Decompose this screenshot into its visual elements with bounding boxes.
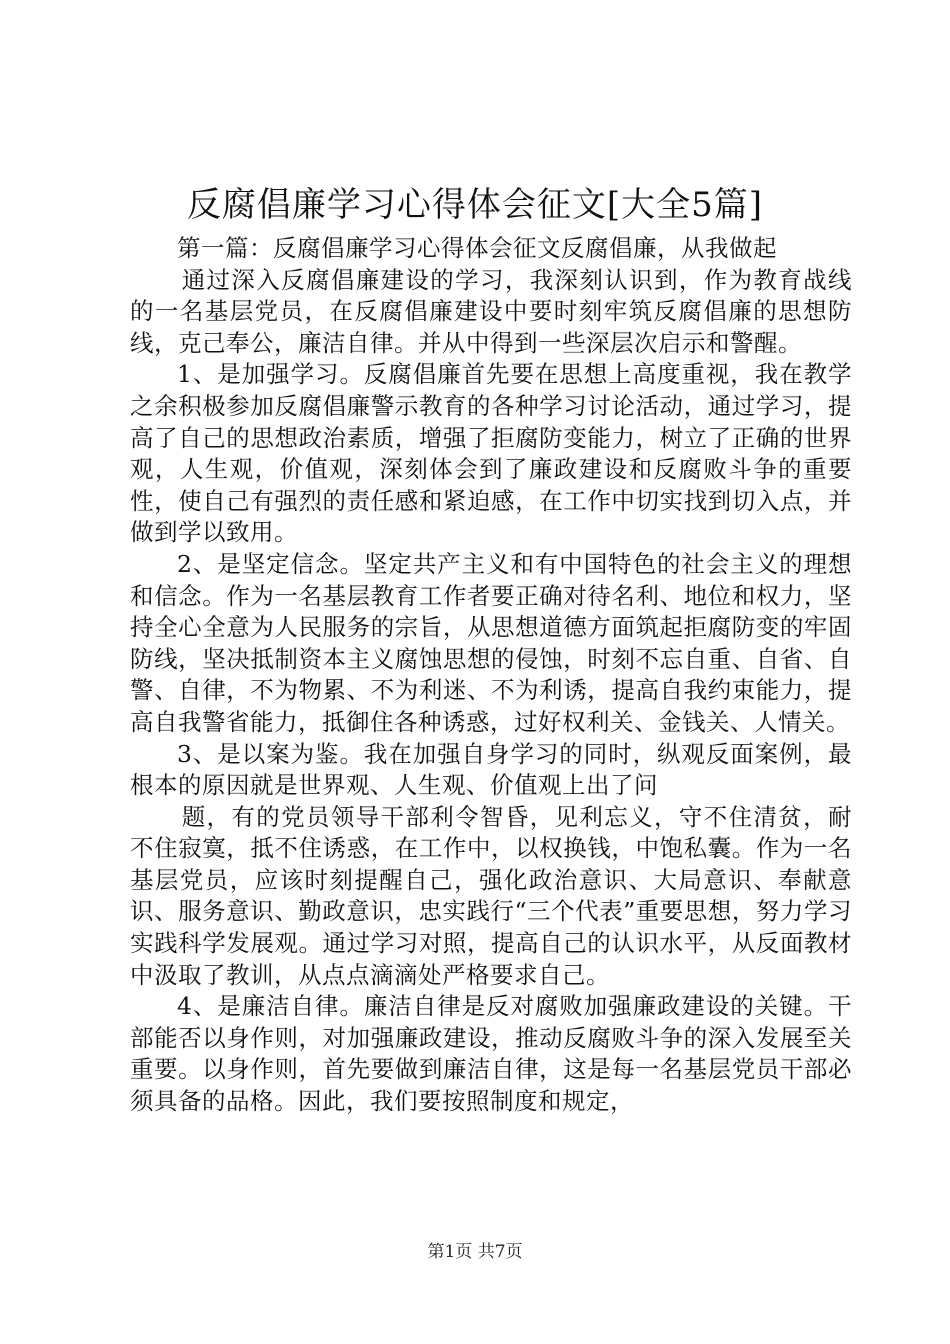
paragraph-intro: 通过深入反腐倡廉建设的学习，我深刻认识到，作为教育战线的一名基层党员，在反腐倡廉建设中要时刻牢筑反腐倡廉的思想防线，克己奉公，廉洁自律。并从中得到一些深层次启示和警醒。 <box>130 265 852 357</box>
paragraph-point-3-continued: 题，有的党员领导干部利令智昏，见利忘义，守不住清贫，耐不住寂寞，抵不住诱惑，在工作中，以权换钱，中饱私囊。作为一名基层党员，应该时刻提醒自己，强化政治意识、大局意识、奉献意识、服务意识、勤政意识，忠实践行“三个代表”重要思想，努力学习实践科学发展观。通过学习对照，提高自己的认识水平，从反面教材中汲取了教训，从点点滴滴处严格要求自己。 <box>130 802 852 989</box>
paragraph-heading: 第一篇：反腐倡廉学习心得体会征文反腐倡廉，从我做起 <box>177 234 777 262</box>
document-title: 反腐倡廉学习心得体会征文[大全5篇] <box>186 185 764 225</box>
paragraph-point-3: 3、是以案为鉴。我在加强自身学习的同时，纵观反面案例，最根本的原因就是世界观、人生观、价值观上出了问 <box>130 739 852 800</box>
page-footer: 第1页 共7页 <box>427 1242 523 1262</box>
paragraph-point-1: 1、是加强学习。反腐倡廉首先要在思想上高度重视，我在教学之余积极参加反腐倡廉警示教育的各种学习讨论活动，通过学习，提高了自己的思想政治素质，增强了拒腐防变能力，树立了正确的世界观，人生观，价值观，深刻体会到了廉政建设和反腐败斗争的重要性，使自己有强烈的责任感和紧迫感，在工作中切实找到切入点，并做到学以致用。 <box>130 360 852 547</box>
paragraph-point-2: 2、是坚定信念。坚定共产主义和有中国特色的社会主义的理想和信念。作为一名基层教育工作者要正确对待名利、地位和权力，坚持全心全意为人民服务的宗旨，从思想道德方面筑起拒腐防变的牢固防线，坚决抵制资本主义腐蚀思想的侵蚀，时刻不忘自重、自省、自警、自律，不为物累、不为利迷、不为利诱，提高自我约束能力，提高自我警省能力，抵御住各种诱惑，过好权利关、金钱关、人情关。 <box>130 549 852 736</box>
document-body <box>130 233 852 1118</box>
paragraph-point-4: 4、是廉洁自律。廉洁自律是反对腐败加强廉政建设的关键。干部能否以身作则，对加强廉政建设，推动反腐败斗争的深入发展至关重要。以身作则，首先要做到廉洁自律，这是每一名基层党员干部必须具备的品格。因此，我们要按照制度和规定， <box>130 992 852 1116</box>
